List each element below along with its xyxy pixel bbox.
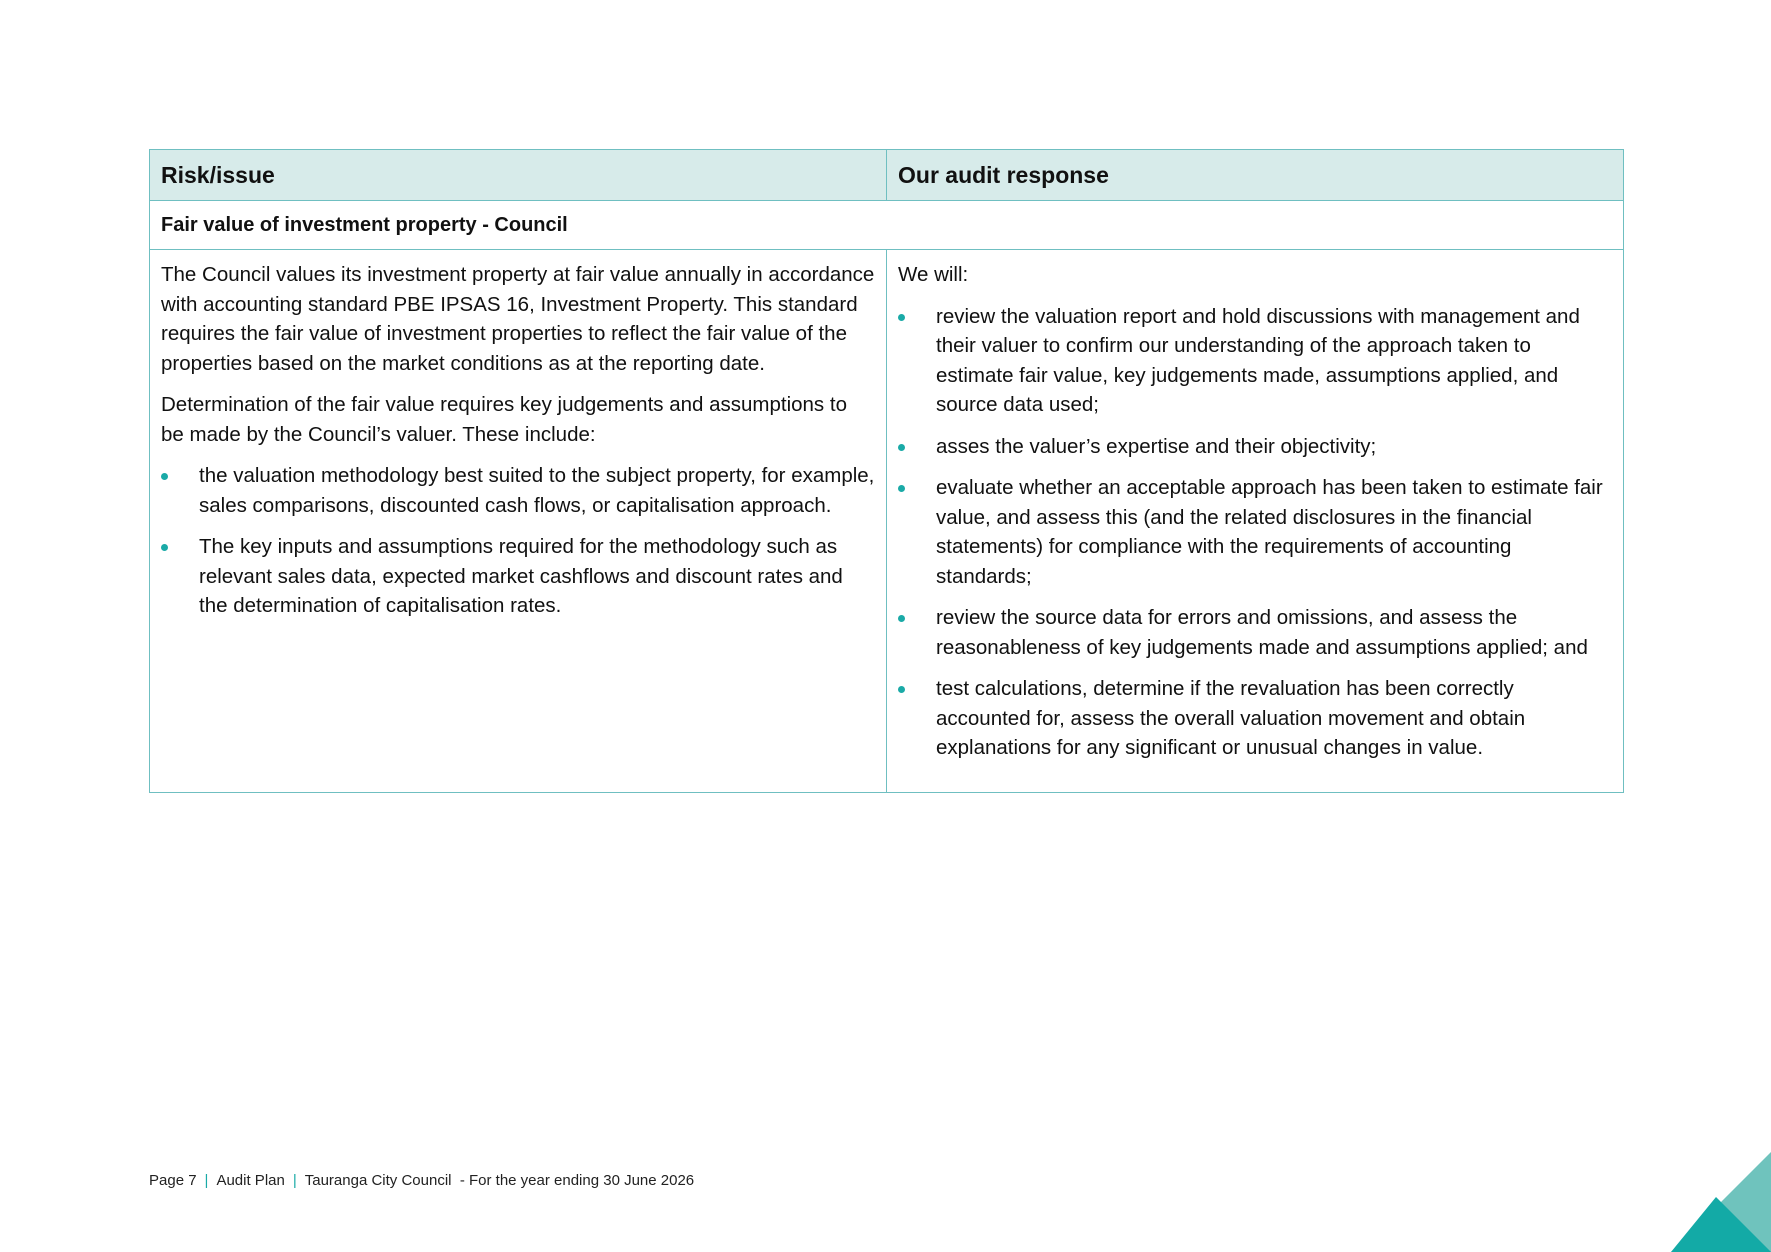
risk-paragraph: The Council values its investment property at fair value annually in accordance with accounting standard PBE IPSAS 16, Investment Property. This standard requires the fair value of investment properties to reflect the fair value of the properties based on the market conditions as at the reporting date. [161, 263, 875, 375]
response-bullet-text: test calculations, determine if the revaluation has been correctly accounted for, assess the overall valuation movement and obtain explanations for any significant or unusual changes in value. [936, 677, 1526, 759]
teal-dot-icon [898, 314, 905, 321]
footer-organisation: Tauranga City Council - For the year ending 30 June 2026 [304, 1172, 695, 1189]
footer-page-number: Page 7 [149, 1172, 197, 1189]
teal-dot-icon [898, 686, 905, 693]
teal-dot-icon [898, 615, 905, 622]
section-title: Fair value of investment property - Council [150, 201, 1624, 250]
corner-triangle-icon [1671, 1152, 1771, 1252]
footer-separator: | [204, 1172, 209, 1189]
list-item [161, 461, 875, 520]
list-item [898, 302, 1612, 420]
response-bullet-list [898, 302, 1612, 763]
response-intro: We will: [898, 263, 969, 286]
risk-paragraph: Determination of the fair value requires key judgements and assumptions to be made by the Council’s valuer. These include: [161, 393, 847, 446]
footer-separator: | [292, 1172, 297, 1189]
header-risk-issue: Risk/issue [150, 150, 887, 201]
response-bullet-text: review the source data for errors and omissions, and assess the reasonableness of key judgements made and assumptions applied; and [936, 606, 1588, 659]
response-bullet-text: evaluate whether an acceptable approach has been taken to estimate fair value, and assess this (and the related disclosures in the financial statements) for compliance with the requirements of accounting standards; [936, 476, 1603, 588]
table-header-row [150, 150, 1624, 201]
risk-response-table [149, 149, 1624, 793]
page-footer [149, 1172, 694, 1189]
list-item [898, 473, 1612, 591]
response-cell [887, 250, 1624, 793]
table-row [150, 250, 1624, 793]
response-bullet-text: review the valuation report and hold discussions with management and their valuer to confirm our understanding of the approach taken to estimate fair value, key judgements made, assumptions applied, and source data used; [936, 304, 1580, 416]
teal-dot-icon [898, 444, 905, 451]
list-item [898, 603, 1612, 662]
list-item [161, 532, 875, 621]
teal-dot-icon [161, 544, 168, 551]
teal-dot-icon [161, 473, 168, 480]
footer-document-name: Audit Plan [216, 1172, 285, 1189]
teal-dot-icon [898, 485, 905, 492]
risk-bullet-list [161, 461, 875, 621]
risk-bullet-text: the valuation methodology best suited to the subject property, for example, sales comparisons, discounted cash flows, or capitalisation approach. [199, 464, 875, 517]
risk-bullet-text: The key inputs and assumptions required for the methodology such as relevant sales data, expected market cashflows and discount rates and the determination of capitalisation rates. [199, 535, 843, 617]
section-row [150, 201, 1624, 250]
list-item [898, 674, 1612, 763]
risk-cell [150, 250, 887, 793]
response-bullet-text: asses the valuer’s expertise and their objectivity; [936, 434, 1377, 458]
header-audit-response: Our audit response [887, 150, 1624, 201]
list-item [898, 432, 1612, 462]
